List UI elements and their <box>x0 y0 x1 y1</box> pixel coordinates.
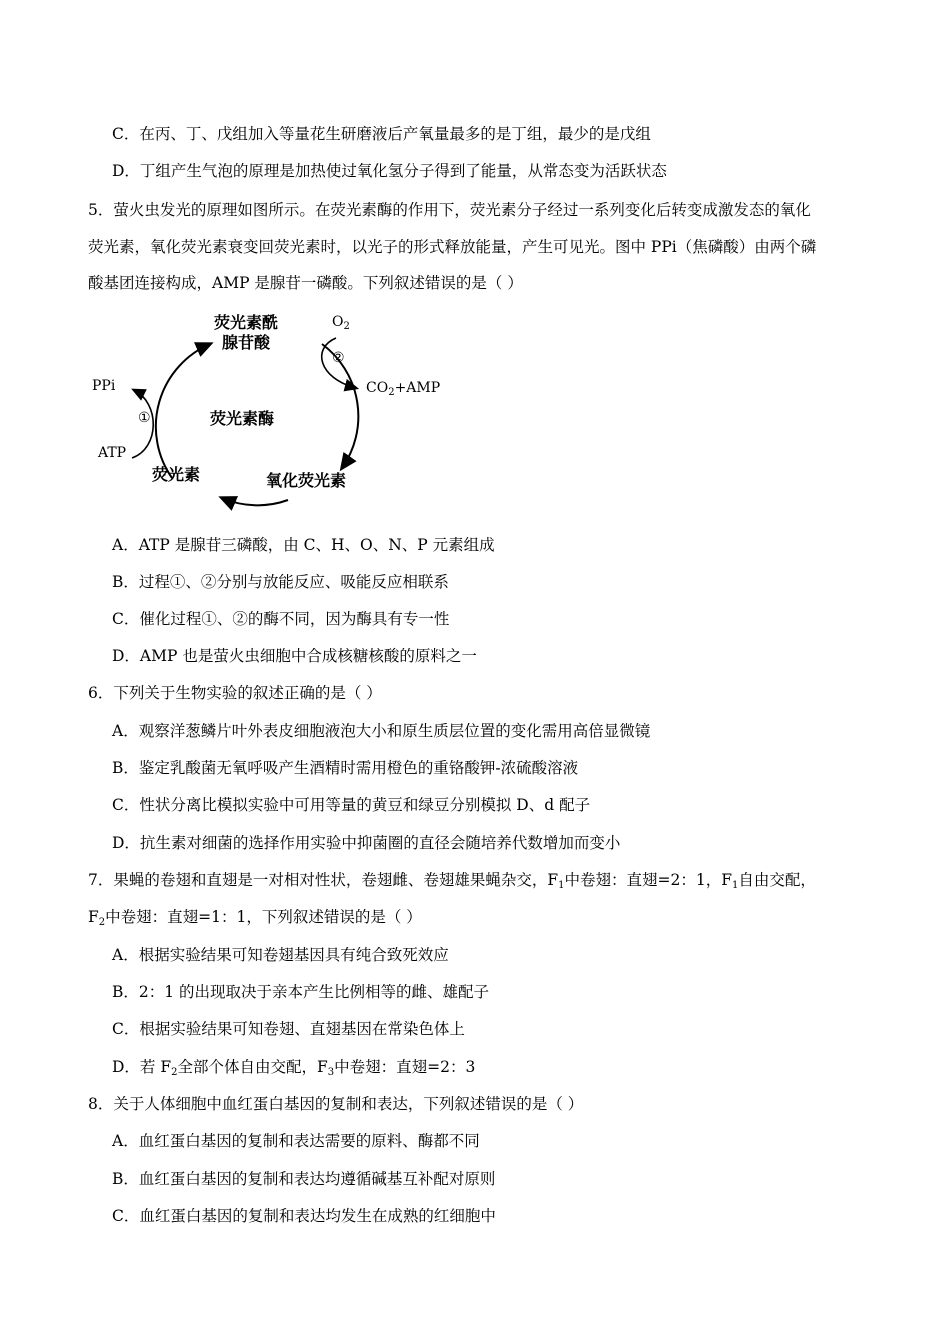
label-step-1: ① <box>138 410 151 426</box>
label-co2-amp: $CO_2+AMP$ <box>366 380 441 398</box>
q7-stem-line2: $F_2$中卷翅：直翅=1：1，下列叙述错误的是（ ） <box>88 908 422 928</box>
q5-stem-line2: 荧光素，氧化荧光素衰变回荧光素时，以光子的形式释放能量，产生可见光。图中 PPi（焦磷酸）由两个磷 <box>88 238 817 256</box>
q5-option-d: D．AMP 也是萤火虫细胞中合成核糖核酸的原料之一 <box>112 647 477 665</box>
q8-option-b: B．血红蛋白基因的复制和表达均遵循碱基互补配对原则 <box>112 1170 496 1188</box>
q6-option-d: D．抗生素对细菌的选择作用实验中抑菌圈的直径会随培养代数增加而变小 <box>112 834 621 852</box>
label-luciferyl-adenylate-2: 腺苷酸 <box>222 333 271 352</box>
q8-option-c: C．血红蛋白基因的复制和表达均发生在成熟的红细胞中 <box>112 1207 496 1225</box>
q5-option-a: A．ATP 是腺苷三磷酸，由 C、H、O、N、P 元素组成 <box>112 536 495 554</box>
option-d-prev: D．丁组产生气泡的原理是加热使过氧化氢分子得到了能量，从常态变为活跃状态 <box>112 162 667 180</box>
option-c-prev: C．在丙、丁、戊组加入等量花生研磨液后产氧量最多的是丁组，最少的是戊组 <box>112 125 651 143</box>
q5-stem-line3: 酸基团连接构成，AMP 是腺苷一磷酸。下列叙述错误的是（ ） <box>88 274 523 292</box>
q6-option-c: C．性状分离比模拟实验中可用等量的黄豆和绿豆分别模拟 D、d 配子 <box>112 796 591 814</box>
q7-option-c: C．根据实验结果可知卷翅、直翅基因在常染色体上 <box>112 1020 465 1038</box>
q6-stem: 6．下列关于生物实验的叙述正确的是（ ） <box>88 684 382 702</box>
q6-option-b: B．鉴定乳酸菌无氧呼吸产生酒精时需用橙色的重铬酸钾-浓硫酸溶液 <box>112 759 579 777</box>
q7-option-b: B．2：1 的出现取决于亲本产生比例相等的雌、雄配子 <box>112 983 490 1001</box>
q5-option-c: C．催化过程①、②的酶不同，因为酶具有专一性 <box>112 610 450 628</box>
label-luciferin: 荧光素 <box>152 465 201 484</box>
label-oxyluciferin: 氧化荧光素 <box>266 471 347 490</box>
arc-left <box>156 344 210 478</box>
firefly-luminescence-diagram <box>90 308 450 518</box>
label-o2: $O_2$ <box>332 314 350 332</box>
q7-stem-line1: 7．果蝇的卷翅和直翅是一对相对性状，卷翅雌、卷翅雄果蝇杂交，$F_1$中卷翅：直翅=2：1，$F_1$自由交配， <box>88 871 816 891</box>
q8-option-a: A．血红蛋白基因的复制和表达需要的原料、酶都不同 <box>112 1132 480 1150</box>
label-step-2: ② <box>332 350 345 366</box>
q7-option-a: A．根据实验结果可知卷翅基因具有纯合致死效应 <box>112 946 449 964</box>
label-atp: ATP <box>98 445 127 461</box>
arc-bottom <box>222 498 288 505</box>
q6-option-a: A．观察洋葱鳞片叶外表皮细胞液泡大小和原生质层位置的变化需用高倍显微镜 <box>112 722 651 740</box>
q7-option-d: D．若 $F_2$全部个体自由交配，$F_3$中卷翅：直翅=2：3 <box>112 1058 476 1078</box>
q5-stem-line1: 5．萤火虫发光的原理如图所示。在荧光素酶的作用下，荧光素分子经过一系列变化后转变成激发态的氧化 <box>88 201 811 219</box>
q5-option-b: B．过程①、②分别与放能反应、吸能反应相联系 <box>112 573 449 591</box>
label-luciferase: 荧光素酶 <box>210 409 275 428</box>
label-luciferyl-adenylate-1: 荧光素酰 <box>214 313 279 332</box>
q8-stem: 8．关于人体细胞中血红蛋白基因的复制和表达，下列叙述错误的是（ ） <box>88 1095 584 1113</box>
label-ppi: PPi <box>92 378 116 394</box>
